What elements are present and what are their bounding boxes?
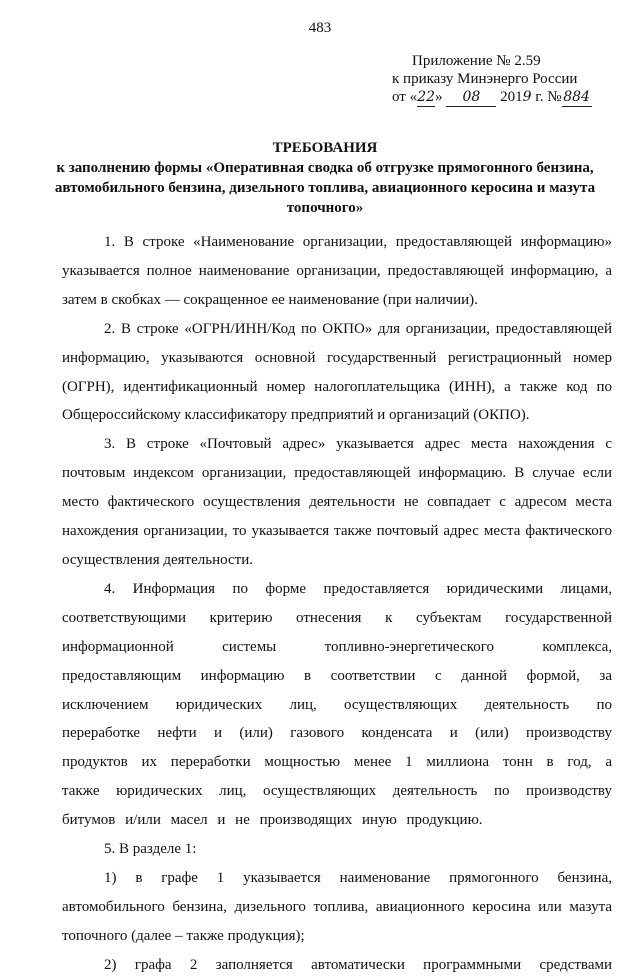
handwritten-order-number: 884 xyxy=(563,89,590,105)
paragraph-5: 5. В разделе 1: xyxy=(104,841,197,858)
handwritten-day: 22 xyxy=(417,89,436,105)
paragraph-1: 1. В строке «Наименование организации, предоставляющей информацию» указывается полное наименование организации, предоставляющей информацию, а затем в скобках — сокращенное ее наименование (при наличии). xyxy=(62,234,612,308)
appendix-block xyxy=(382,52,612,107)
title-heading: ТРЕБОВАНИЯ xyxy=(272,140,378,156)
title-subheading: к заполнению формы «Оперативная сводка об отгрузке прямогонного бензина, автомобильного бензина, дизельного топлива, авиационного керосина и мазута топочного» xyxy=(54,160,596,216)
paragraph-2: 2. В строке «ОГРН/ИНН/Код по ОКПО» для организации, предоставляющей информацию, указываются основной государственный регистрационный номер (ОГРН), идентификационный номер налогоплательщика (ИНН), а также код по Общероссийскому классификатору предприятий и организаций (ОКПО). xyxy=(62,320,612,424)
year-prefix: 201 xyxy=(500,89,523,105)
date-prefix: от « xyxy=(392,89,418,105)
document-body xyxy=(62,228,612,980)
page-number: 483 xyxy=(308,20,332,36)
date-quote-close: » xyxy=(435,89,443,105)
appendix-date-number xyxy=(382,88,612,107)
appendix-title: Приложение № 2.59 xyxy=(412,53,541,69)
paragraph-5-item-1: 1) в графе 1 указывается наименование прямогонного бензина, автомобильного бензина, дизельного топлива, авиационного керосина или мазута топочного (далее – также продукция); xyxy=(62,869,612,944)
handwritten-year-digit: 9 xyxy=(522,89,532,105)
paragraph-5-item-2: 2) графа 2 заполняется автоматически программными средствами xyxy=(104,956,612,973)
appendix-order-ref: к приказу Минэнерго России xyxy=(392,71,578,87)
paragraph-4: 4. Информация по форме предоставляется юридическими лицами, соответствующими критерию отнесения к субъектам государственной информационной системы топливно-энергетического комплекса, предоставляющим информацию в соответствии с данной формой, за исключением юридических лиц, осуществляющих деятельность по переработке нефти и (или) газового конденсата и (или) производству продуктов их переработки мощностью менее 1 миллиона тонн в год, а также юридических лиц, осуществляющих деятельность по производству битумов и/или масел и не производящих иную продукцию. xyxy=(62,580,612,829)
document-title xyxy=(40,138,610,218)
number-prefix: г. № xyxy=(531,89,562,105)
handwritten-month: 08 xyxy=(446,88,496,107)
paragraph-3: 3. В строке «Почтовый адрес» указывается адрес места нахождения с почтовым индексом организации, предоставляющей информацию. В случае если место фактического осуществления деятельности не совпадает с адресом места нахождения организации, то указывается также почтовый адрес места фактического осуществления деятельности. xyxy=(62,436,612,568)
